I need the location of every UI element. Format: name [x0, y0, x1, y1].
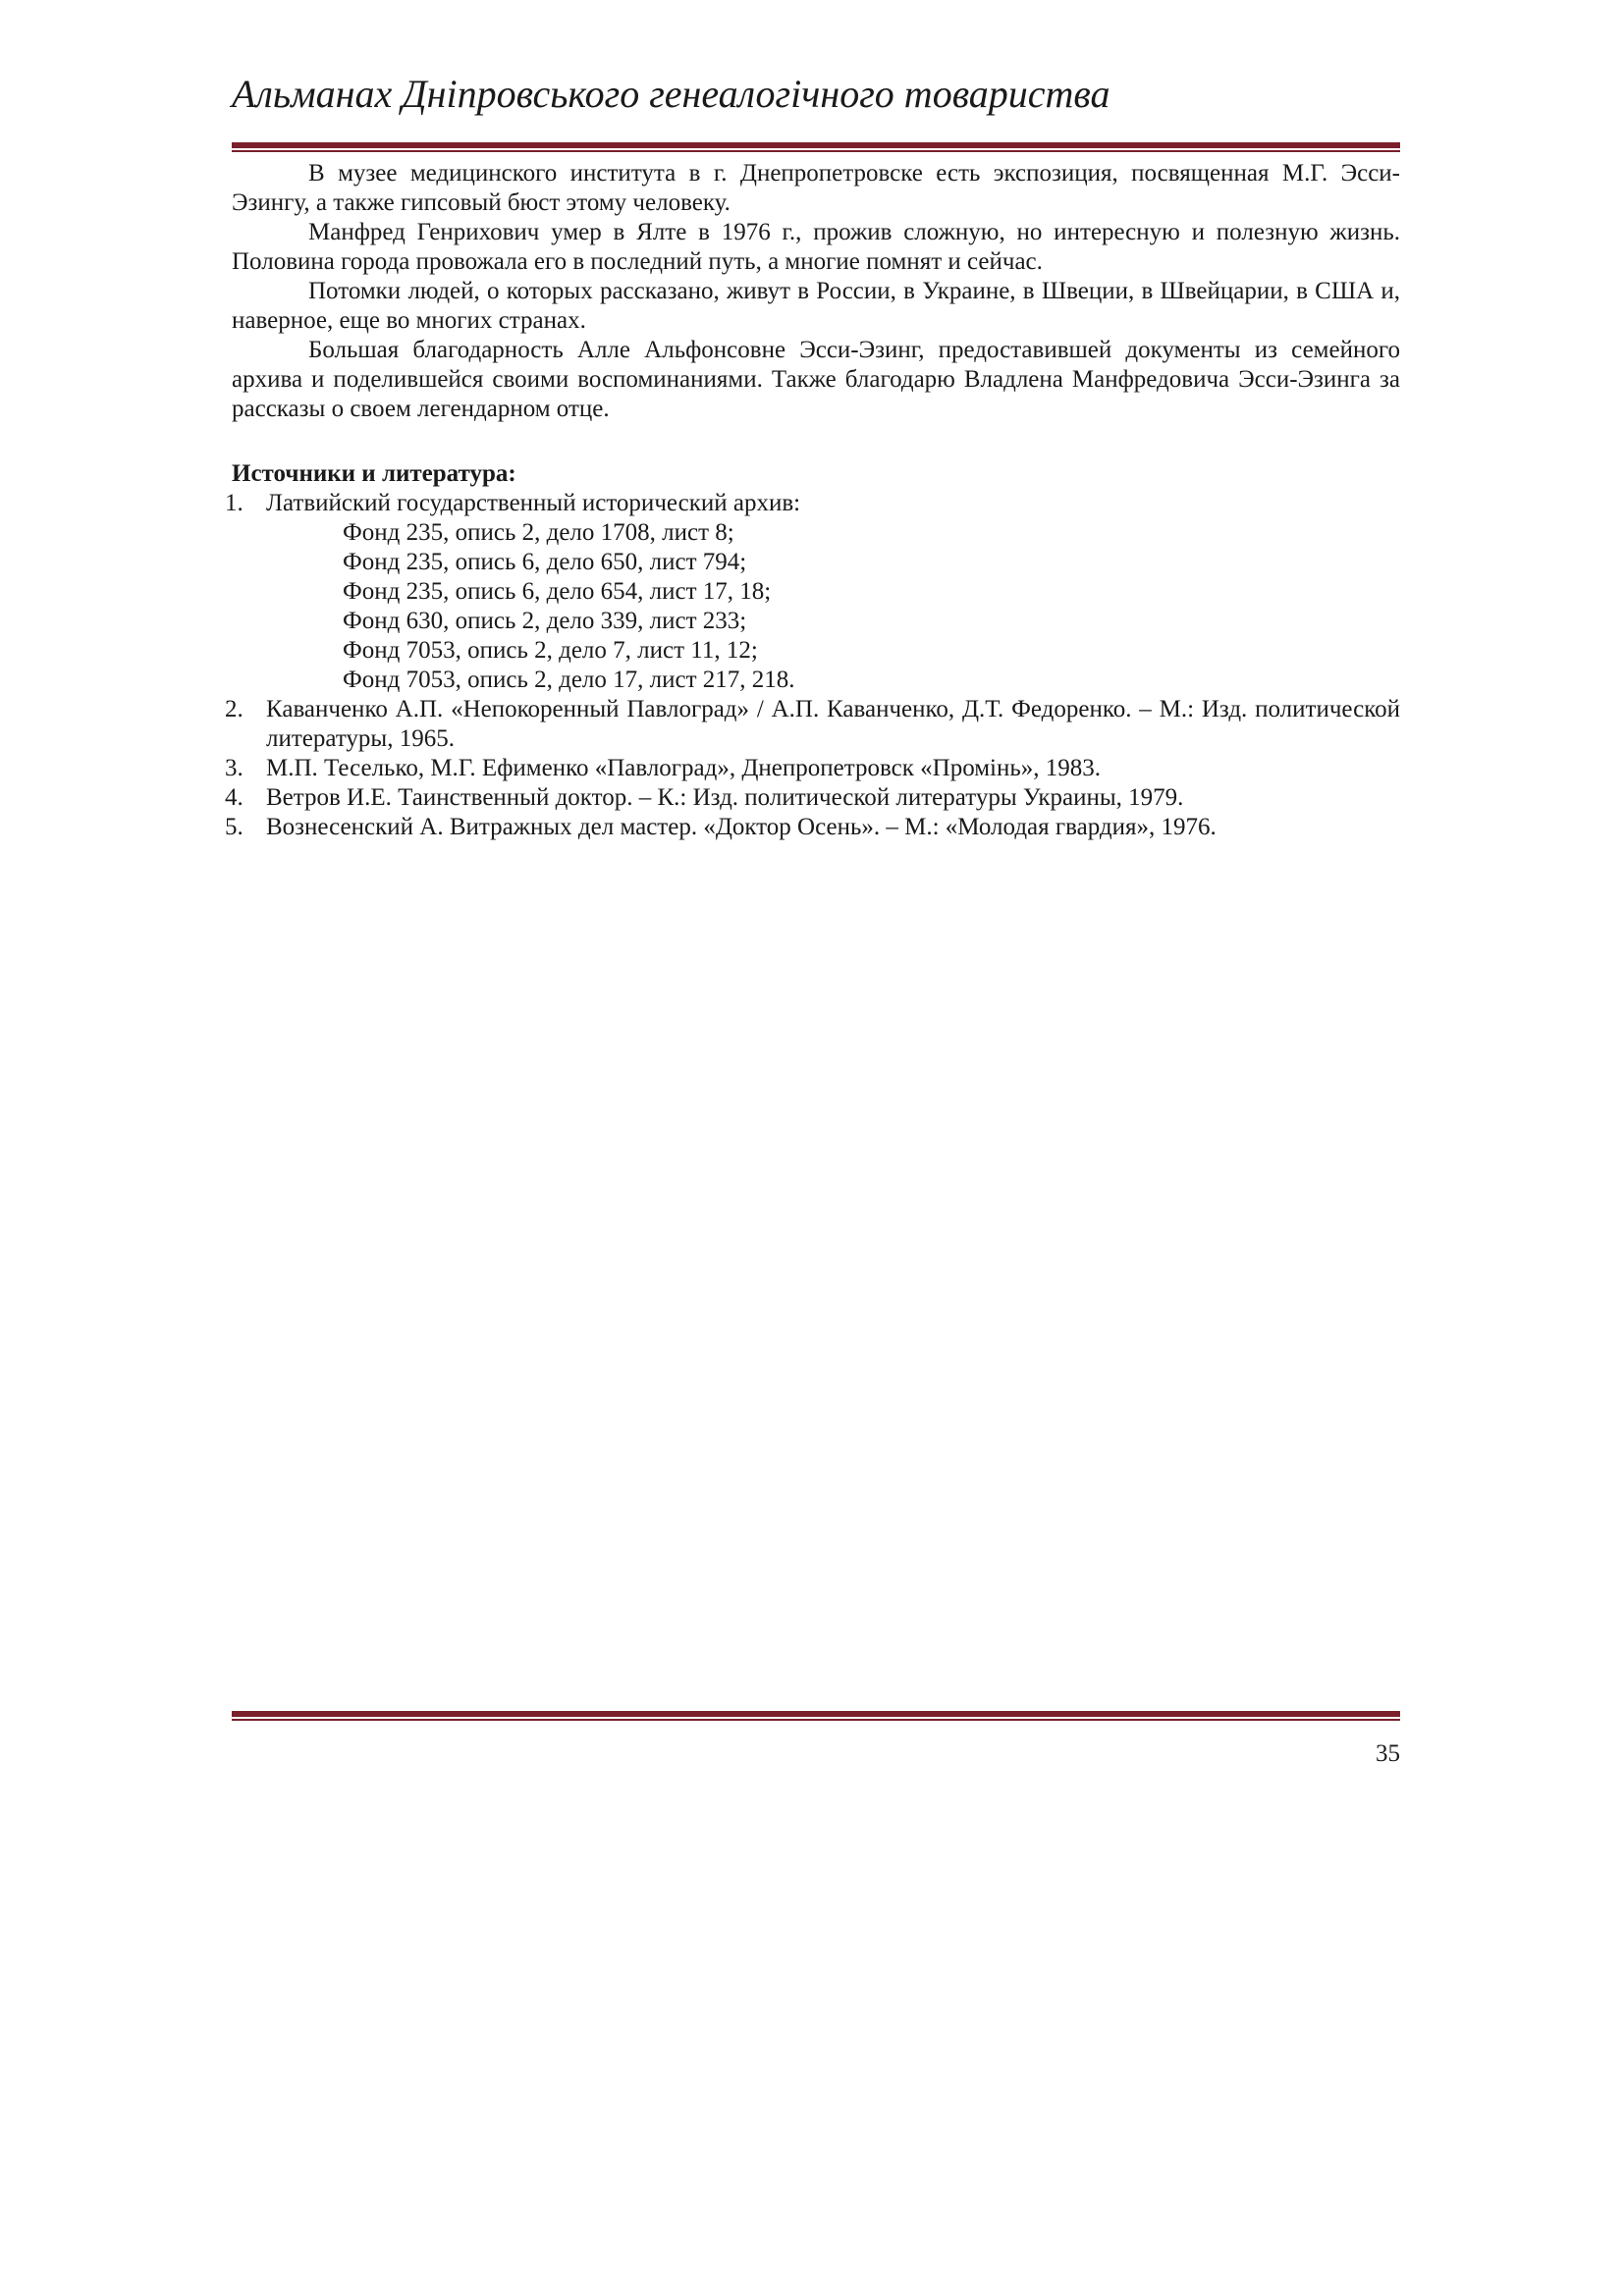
- archive-reference: Фонд 235, опись 6, дело 650, лист 794;: [343, 549, 747, 575]
- header-rule: [232, 142, 1400, 152]
- sources-heading: Источники и литература:: [232, 460, 516, 487]
- running-header-title: Альманах Дніпровського генеалогічного товариства: [232, 72, 1110, 116]
- source-item: [225, 489, 1400, 695]
- page-number: 35: [1376, 1740, 1400, 1767]
- source-text: Каванченко А.П. «Непокоренный Павлоград» / А.П. Каванченко, Д.Т. Федоренко. – М.: Изд. политической литературы, 1965.: [266, 696, 1400, 752]
- archive-references: [266, 518, 1400, 695]
- source-number: 3.: [225, 755, 244, 781]
- source-text: Вознесенский А. Витражных дел мастер. «Доктор Осень». – М.: «Молодая гвардия», 1976.: [266, 814, 1217, 840]
- archive-reference: Фонд 630, опись 2, дело 339, лист 233;: [343, 608, 747, 634]
- source-number: 1.: [225, 490, 244, 516]
- archive-reference: Фонд 7053, опись 2, дело 7, лист 11, 12;: [343, 637, 758, 664]
- source-text: Ветров И.Е. Таинственный доктор. – К.: Изд. политической литературы Украины, 1979.: [266, 784, 1184, 811]
- source-text: М.П. Теселько, М.Г. Ефименко «Павлоград», Днепропетровск «Промінь», 1983.: [266, 755, 1102, 781]
- source-item: [225, 695, 1400, 754]
- body-paragraph: Потомки людей, о которых рассказано, живут в России, в Украине, в Швеции, в Швейцарии, в США и, наверное, еще во многих странах.: [232, 278, 1400, 334]
- page-body: [225, 159, 1400, 842]
- source-text: Латвийский государственный исторический архив:: [266, 490, 801, 516]
- archive-reference: Фонд 7053, опись 2, дело 17, лист 217, 218.: [343, 667, 795, 693]
- source-number: 4.: [225, 784, 244, 811]
- source-item: [225, 783, 1400, 813]
- source-item: [225, 754, 1400, 783]
- body-paragraph: Манфред Генрихович умер в Ялте в 1976 г., прожив сложную, но интересную и полезную жизнь. Половина города провожала его в последний путь, а многие помнят и сейчас.: [232, 219, 1400, 275]
- source-number: 5.: [225, 814, 244, 840]
- archive-reference: Фонд 235, опись 6, дело 654, лист 17, 18;: [343, 578, 772, 605]
- body-paragraph: Большая благодарность Алле Альфонсовне Эсси-Эзинг, предоставившей документы из семейного архива и поделившейся своими воспоминаниями. Также благодарю Владлена Манфредовича Эсси-Эзинга за рассказы о своем легендарном отце.: [232, 337, 1400, 422]
- footer-rule: [232, 1711, 1400, 1721]
- sources-list: [225, 489, 1400, 842]
- archive-reference: Фонд 235, опись 2, дело 1708, лист 8;: [343, 519, 734, 546]
- source-item: [225, 813, 1400, 842]
- body-paragraph: В музее медицинского института в г. Днепропетровске есть экспозиция, посвященная М.Г. Эсси-Эзингу, а также гипсовый бюст этому человеку.: [232, 160, 1400, 216]
- source-number: 2.: [225, 696, 244, 722]
